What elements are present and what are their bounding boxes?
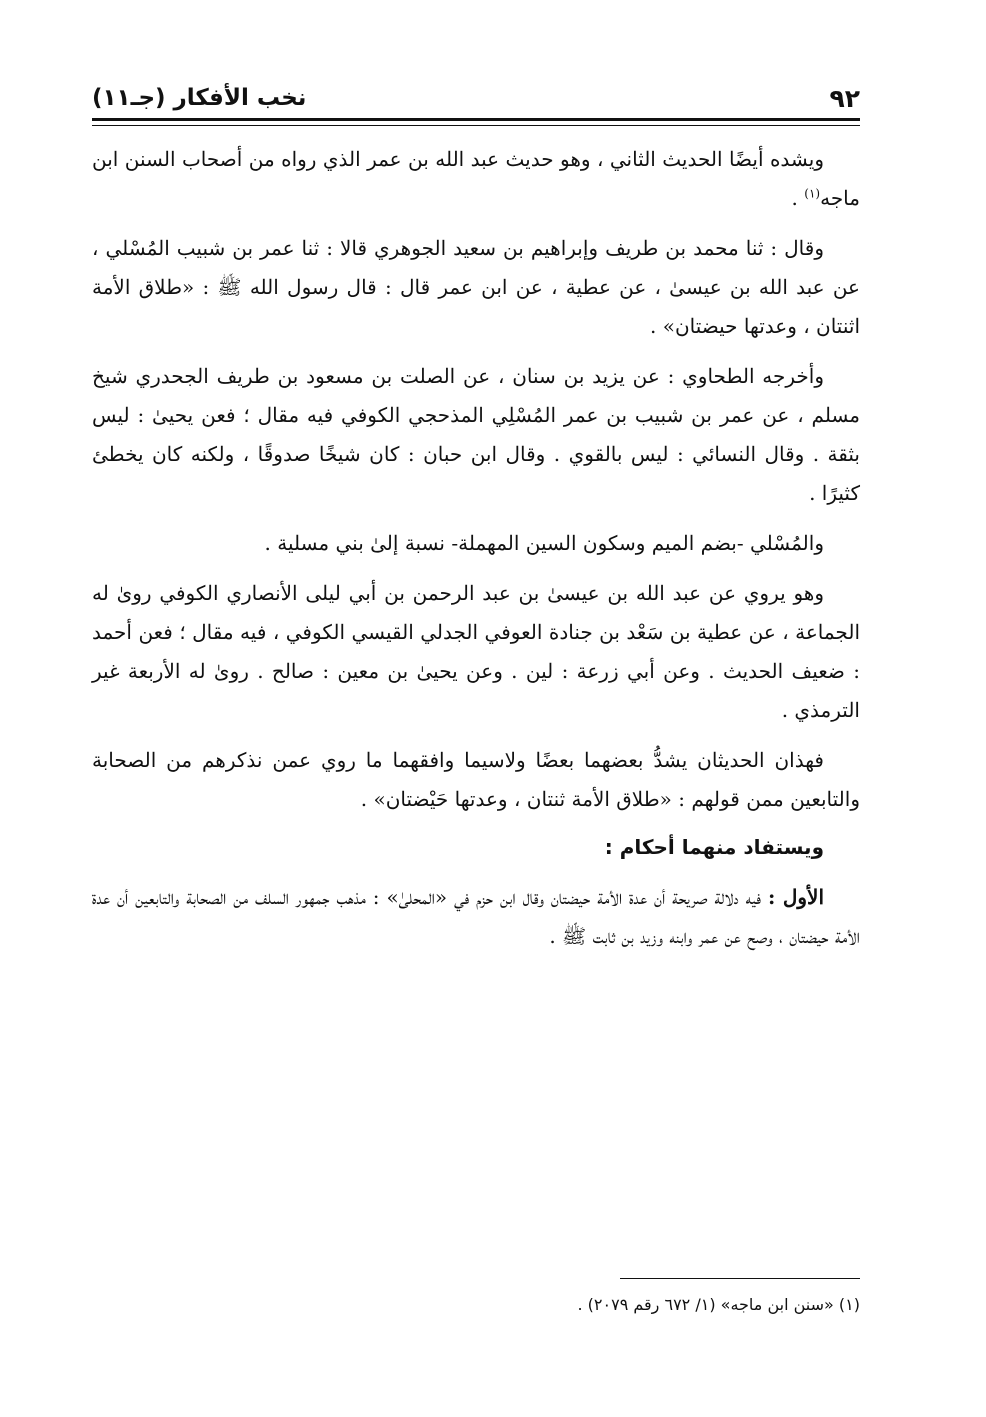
book-title: نخب الأفكار (جـ١١) — [92, 85, 307, 111]
paragraph-1-text: ويشده أيضًا الحديث الثاني ، وهو حديث عبد الله بن عمر الذي رواه من أصحاب السنن ابن ماجه — [92, 147, 860, 210]
page-number: ٩٢ — [829, 83, 860, 113]
section-heading: ويستفاد منهما أحكام : — [604, 835, 824, 859]
paragraph-4: والمُسْلي -بضم الميم وسكون السين المهملة- نسبة إلىٰ بني مسلية . — [264, 531, 824, 555]
footnote: (١) «سنن ابن ماجه» (١/ ٦٧٢ رقم ٢٠٧٩) . — [577, 1295, 860, 1314]
paragraph-5: وهو يروي عن عبد الله بن عيسىٰ بن عبد الرحمن بن أبي ليلى الأنصاري الكوفي روىٰ له الجماعة ، عن عطية بن سَعْد بن جنادة العوفي الجدلي القيسي الكوفي ، فيه مقال ؛ فعن أحمد : ضعيف الحديث . وعن أبي زرعة : لين . وعن يحيىٰ بن معين : صالح . روىٰ له الأربعة غير الترمذي . — [92, 581, 860, 722]
paragraph-6: فهذان الحديثان يشدُّ بعضهما بعضًا ولاسيما وافقهما ما روي عمن نذكرهم من الصحابة والتابعين ممن قولهم : «طلاق الأمة ثنتان ، وعدتها حَيْضتان» . — [92, 748, 860, 811]
paragraph-2: وقال : ثنا محمد بن طريف وإبراهيم بن سعيد الجوهري قالا : ثنا عمر بن شبيب المُسْلي ، عن عبد الله بن عيسىٰ ، عن عطية ، عن ابن عمر قال : قال رسول الله ﷺ : «طلاق الأمة اثنتان ، وعدتها حيضتان» . — [92, 236, 860, 338]
paragraph-3: وأخرجه الطحاوي : عن يزيد بن سنان ، عن الصلت بن مسعود بن طريف الجحدري شيخ مسلم ، عن عمر بن شبيب بن عمر المُسْلِي المذحجي الكوفي فيه مقال ؛ فعن يحيىٰ : ليس بثقة . وقال النسائي : ليس بالقوي . وقال ابن حبان : كان شيخًا صدوقًا ، ولكنه كان يخطئ كثيرًا . — [92, 364, 860, 505]
footnote-separator — [620, 1278, 860, 1279]
header-rule-thin — [92, 125, 860, 126]
first-ruling-lead: الأول : — [767, 885, 824, 909]
main-text — [92, 140, 860, 967]
paragraph-1-tail: . — [791, 186, 805, 210]
first-ruling-text: فيه دلالة صريحة أن عدة الأمة حيضتان وقال ابن حزم في «المحلىٰ» : مذهب جمهور السلف من الصحابة والتابعين أن عدة الأمة حيضتان ، وصح عن عمر وابنه وزيد بن ثابت ﷺ . — [92, 885, 860, 948]
running-header — [92, 80, 860, 116]
first-ruling-paragraph — [92, 878, 860, 956]
header-rule-thick — [92, 118, 860, 121]
footnote-ref[interactable]: (١) — [804, 186, 821, 201]
paragraph-1 — [92, 140, 860, 218]
